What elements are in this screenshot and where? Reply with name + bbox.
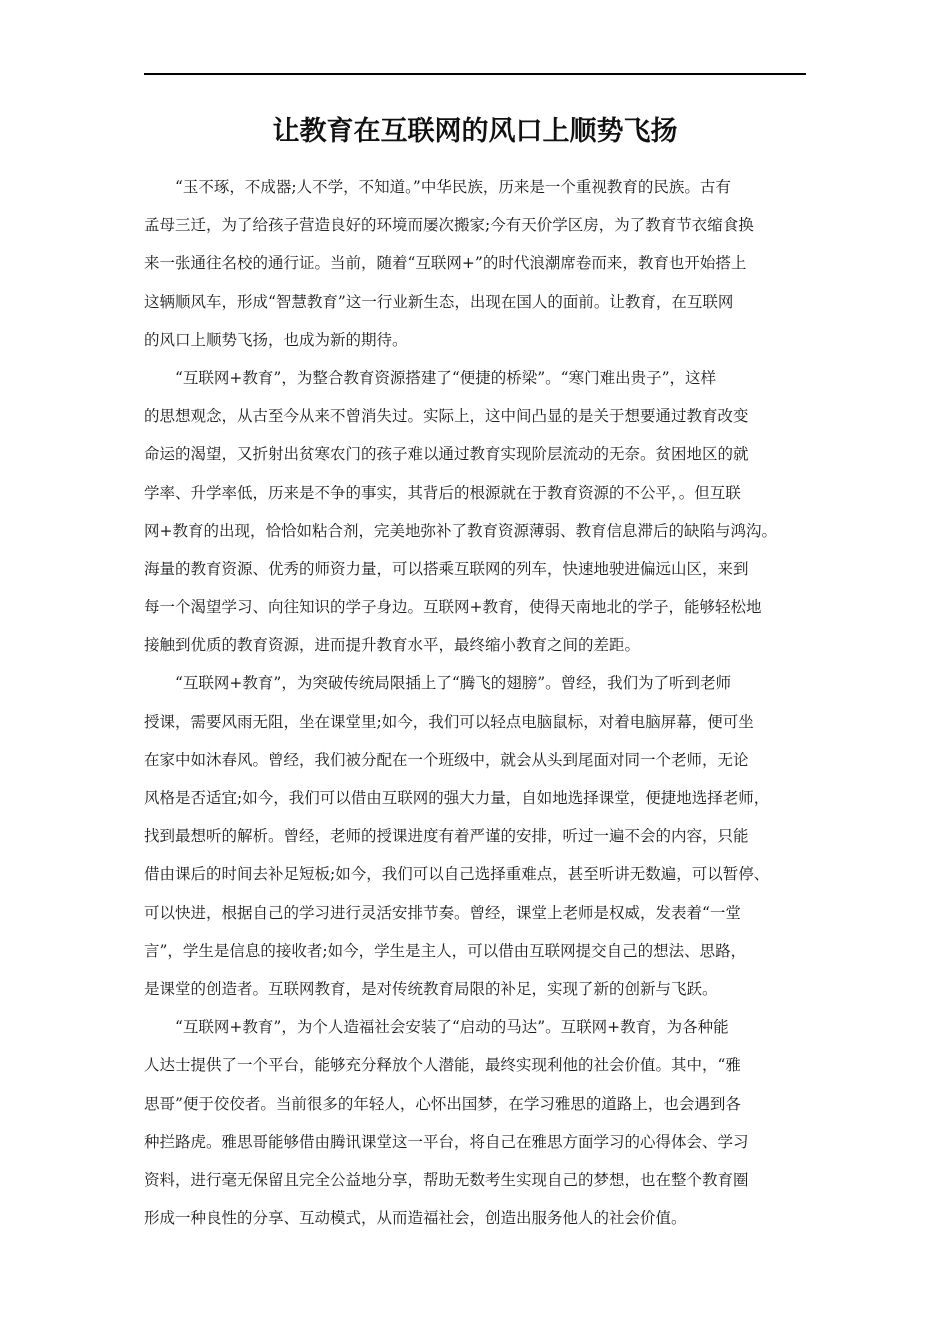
text-line: “互联网+教育”，为整合教育资源搭建了“便捷的桥梁”。“寒门难出贵子”，这样 [175,368,717,387]
text-line: 种拦路虎。雅思哥能够借由腾讯课堂这一平台，将自己在雅思方面学习的心得体会、学习 [144,1132,749,1151]
paragraph [144,664,824,1008]
text-line: 的风口上顺势飞扬，也成为新的期待。 [144,330,408,349]
text-line: 在家中如沐春风。曾经，我们被分配在一个班级中，就会从头到尾面对同一个老师，无论 [144,750,749,769]
text-line: 这辆顺风车，形成“智慧教育”这一行业新生态，出现在国人的面前。让教育，在互联网 [144,292,734,311]
document-title: 让教育在互联网的风口上顺势飞扬 [272,116,678,147]
text-line: 接触到优质的教育资源，进而提升教育水平，最终缩小教育之间的差距。 [144,636,641,655]
text-line: 命运的渴望，又折射出贫寒农门的孩子难以通过教育实现阶层流动的无奈。贫困地区的就 [144,445,749,464]
paragraph [144,168,824,359]
text-line: 风格是否适宜;如今，我们可以借由互联网的强大力量，自如地选择课堂，便捷地选择老师， [144,789,770,807]
text-line: 网+教育的出现，恰恰如粘合剂，完美地弥补了教育资源薄弱、教育信息滞后的缺陷与鸿沟。 [144,521,777,540]
text-line: 思哥”便于佼佼者。当前很多的年轻人，心怀出国梦，在学习雅思的道路上，也会遇到各 [144,1094,741,1113]
text-line: 形成一种良性的分享、互动模式，从而造福社会，创造出服务他人的社会价值。 [144,1209,687,1228]
header-rule [144,73,806,75]
text-line: 言”，学生是信息的接收者;如今，学生是主人，可以借由互联网提交自己的想法、思路， [144,941,747,960]
paragraph [144,359,824,665]
text-line: 海量的教育资源、优秀的师资力量，可以搭乘互联网的列车，快速地驶进偏远山区，来到 [144,559,749,578]
text-line: 可以快进，根据自己的学习进行灵活安排节奏。曾经，课堂上老师是权威，发表着“一堂 [144,903,741,922]
text-line: 每一个渴望学习、向往知识的学子身边。互联网+教育，使得天南地北的学子，能够轻松地 [144,598,762,617]
paragraph [144,1008,824,1237]
text-line: 资料，进行毫无保留且完全公益地分享，帮助无数考生实现自己的梦想，也在整个教育圈 [144,1170,749,1189]
text-line: 是课堂的创造者。互联网教育，是对传统教育局限的补足，实现了新的创新与飞跃。 [144,979,718,998]
text-line: 授课，需要风雨无阻，坐在课堂里;如今，我们可以轻点电脑鼠标，对着电脑屏幕，便可坐 [144,712,754,731]
text-line: 人达士提供了一个平台，能够充分释放个人潜能，最终实现利他的社会价值。其中，“雅 [144,1056,741,1075]
text-line: “玉不琢，不成器;人不学，不知道。”中华民族，历来是一个重视教育的民族。古有 [175,178,731,196]
text-line: 来一张通往名校的通行证。当前，随着“互联网+”的时代浪潮席卷而来，教育也开始搭上 [144,254,747,273]
text-line: 借由课后的时间去补足短板;如今，我们可以自己选择重难点，甚至听讲无数遍，可以暂停、 [144,865,770,884]
text-line: 的思想观念，从古至今从来不曾消失过。实际上，这中间凸显的是关于想要通过教育改变 [144,407,749,426]
text-line: 孟母三迁，为了给孩子营造良好的环境而屡次搬家;今有天价学区房，为了教育节衣缩食换 [144,216,754,235]
text-line: 学率、升学率低，历来是不争的事实，其背后的根源就在于教育资源的不公平，。但互联 [144,483,741,502]
text-line: “互联网+教育”，为个人造福社会安装了“启动的马达”。互联网+教育，为各种能 [175,1018,729,1037]
text-line: “互联网+教育”，为突破传统局限插上了“腾飞的翅膀”。曾经，我们为了听到老师 [175,674,732,693]
text-line: 找到最想听的解析。曾经，老师的授课进度有着严谨的安排，听过一遍不会的内容，只能 [144,827,749,846]
document-body [144,168,824,1237]
